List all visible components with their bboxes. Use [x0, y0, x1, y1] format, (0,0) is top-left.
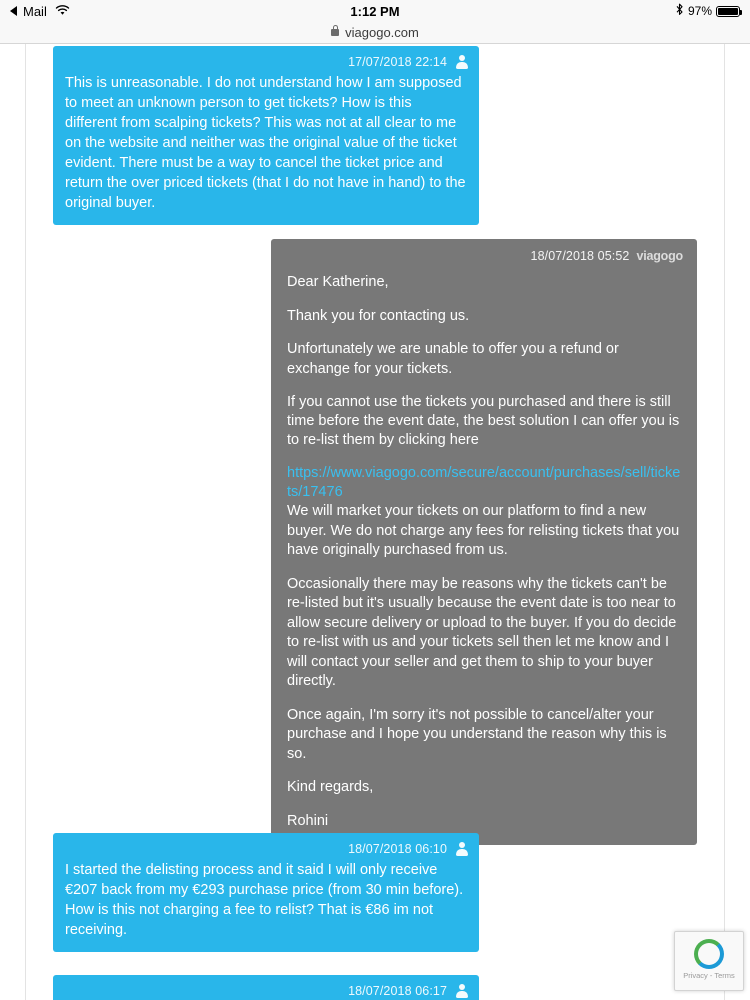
- message-timestamp: 18/07/2018 06:17: [348, 983, 447, 998]
- back-caret-icon[interactable]: [10, 6, 17, 16]
- recaptcha-icon: [694, 939, 724, 969]
- message-thread-container: [25, 44, 725, 1000]
- message-header: [53, 975, 479, 1000]
- message-timestamp: 17/07/2018 22:14: [348, 54, 447, 69]
- message-paragraph: We will market your tickets on our platform to find a new buyer. We do not charge any fees for relisting tickets that you have originally purchased from us.: [287, 503, 680, 558]
- bluetooth-icon: [675, 3, 684, 19]
- message-item: [271, 239, 697, 845]
- message-sender-name: Rohini: [287, 812, 329, 829]
- url-domain-label: viagogo.com: [345, 25, 419, 40]
- message-signoff: Kind regards,: [287, 779, 374, 795]
- wifi-icon: [55, 4, 70, 19]
- message-paragraph: This is unreasonable. I do not understand how I am supposed to meet an unknown person to get tickets? How is this different from scalping tickets? This was not at all clear to me on the website and neither was the original value of the ticket evident. There must be a way to cancel the ticket price and return the over priced tickets (that I do not have in hand) to the original buyer.: [65, 75, 466, 211]
- recaptcha-terms-link[interactable]: Terms: [714, 971, 735, 980]
- message-header: [271, 239, 697, 265]
- status-bar-app-label[interactable]: Mail: [23, 3, 47, 19]
- message-header: [53, 46, 479, 71]
- recaptcha-privacy-link[interactable]: Privacy: [683, 971, 708, 980]
- message-body: [271, 265, 697, 845]
- person-icon: [454, 841, 469, 856]
- status-bar-clock: 1:12 PM: [350, 3, 400, 19]
- status-bar-right: [675, 3, 740, 19]
- message-item: [53, 833, 479, 952]
- webpage-viewport: [0, 44, 750, 1000]
- safari-url-bar[interactable]: [0, 22, 750, 44]
- message-paragraph: I started the delisting process and it said I will only receive €207 back from my €293 purchase price (from 30 min before). How is this not charging a fee to relist? That is €86 im not receiving.: [65, 862, 464, 938]
- battery-icon: [716, 6, 740, 17]
- message-timestamp: 18/07/2018 06:10: [348, 841, 447, 856]
- message-greeting: Dear Katherine,: [287, 274, 389, 290]
- message-body: [53, 71, 479, 225]
- recaptcha-separator: -: [709, 971, 713, 980]
- person-icon: [454, 983, 469, 998]
- lock-icon: [331, 29, 339, 36]
- message-paragraph: Occasionally there may be reasons why the tickets can't be re-listed but it's usually because the event date is too near to allow secure delivery or upload to the buyer. If you do decide to re-list with us and your tickets sell then let me know and I will contact your seller and get them to ship to your buyer directly.: [287, 575, 677, 689]
- agent-message-bubble: [271, 239, 697, 845]
- recaptcha-badge[interactable]: [674, 931, 744, 991]
- battery-percent-label: 97%: [687, 4, 712, 18]
- message-paragraph: Once again, I'm sorry it's not possible to cancel/alter your purchase and I hope you understand the reason why this is so.: [287, 706, 667, 762]
- person-icon: [454, 54, 469, 69]
- recaptcha-links: [675, 971, 743, 981]
- status-bar-left: [10, 4, 70, 19]
- message-paragraph: If you cannot use the tickets you purchased and there is still time before the event date, the best solution I can offer you is to re-list them by clicking here: [287, 394, 680, 448]
- user-message-bubble: [53, 975, 479, 1000]
- user-message-bubble: [53, 46, 479, 225]
- ios-status-bar: [0, 0, 750, 22]
- user-message-bubble: [53, 833, 479, 952]
- relist-tickets-link[interactable]: https://www.viagogo.com/secure/account/purchases/sell/tickets/17476: [287, 465, 681, 500]
- message-item: [53, 46, 479, 225]
- message-header: [53, 833, 479, 858]
- viagogo-logo: viagogo: [636, 249, 683, 263]
- message-body: [53, 858, 479, 952]
- message-item: [53, 975, 479, 1000]
- message-paragraph: Thank you for contacting us.: [287, 307, 470, 324]
- message-timestamp: 18/07/2018 05:52: [530, 249, 630, 263]
- message-paragraph: Unfortunately we are unable to offer you a refund or exchange for your tickets.: [287, 341, 619, 377]
